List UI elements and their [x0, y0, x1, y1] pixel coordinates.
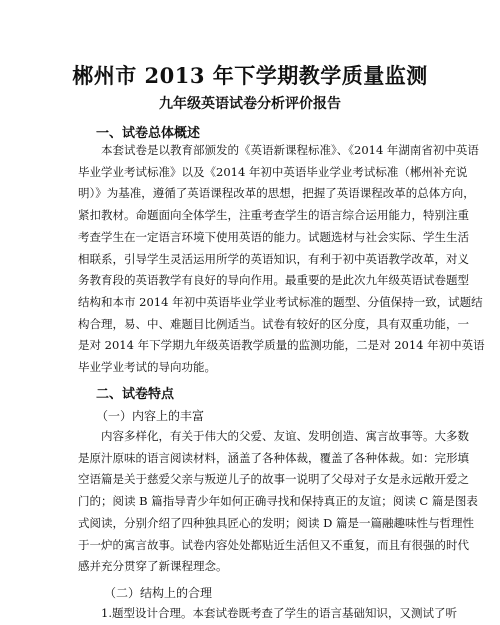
text-line: 门的；阅读 B 篇指导青少年如何正确寻找和保持真正的友谊；阅读 C 篇是图表 — [78, 494, 478, 509]
text-line: 内容多样化，有关于伟大的父爱、友谊、发明创造、寓言故事等。大多数 — [101, 429, 469, 443]
text-line: 式阅读，分别介绍了四种独具匠心的发明；阅读 D 篇是一篇融趣味性与哲理性 — [78, 515, 475, 530]
text-line: 考查学生在一定语言环境下使用英语的能力。试题选材与社会实际、学生生活 — [78, 229, 469, 244]
section-heading-overview: 一、试卷总体概述 — [96, 126, 201, 141]
text-line: 1.题型设计合理。本套试卷既考查了学生的语言基础知识，又测试了听 — [101, 606, 457, 620]
structure-paragraph — [78, 603, 457, 625]
text-line: 是原汁原味的语言阅读材料，涵盖了各种体裁，覆盖了各种体裁。如：完形填 — [78, 450, 469, 465]
text-line: 务教育段的英语教学有良好的导向作用。最重要的是此次九年级英语试卷题型 — [78, 273, 469, 288]
document-subtitle: 九年级英语试卷分析评价报告 — [159, 96, 341, 112]
text-line: 本套试卷是以教育部颁发的《英语新课程标准》、《2014 年湖南省初中英语 — [101, 143, 479, 157]
text-line: 毕业学业考试的导向功能。 — [78, 360, 216, 375]
overview-paragraph — [78, 140, 485, 379]
text-line: 相联系，引导学生灵活运用所学的英语知识，有利于初中英语教学改革，对义 — [78, 251, 469, 266]
section-heading-features: 二、试卷特点 — [96, 387, 175, 402]
text-line: 是对 2014 年下学期九年级英语教学质量的监测功能，二是对 2014 年初中英语 — [78, 338, 485, 353]
text-line: 明）》为基准，遵循了英语课程改革的思想，把握了英语课程改革的总体方向， — [78, 186, 475, 201]
text-line: 于一炉的寓言故事。试卷内容处处都贴近生活但又不重复，而且有很强的时代 — [78, 537, 469, 552]
text-line: 紧扣教材。命题面向全体学生，注重考查学生的语言综合运用能力，特别注重 — [78, 208, 469, 223]
text-line: 构合理，易、中、难题目比例适当。试卷有较好的区分度，具有双重功能，一 — [78, 316, 469, 331]
text-line: 结构和本市 2014 年初中英语毕业学业考试标准的题型、分值保持一致，试题结 — [78, 294, 483, 309]
text-line: 毕业学业考试标准》以及《2014 年初中英语毕业学业考试标准（郴州补充说 — [78, 164, 468, 179]
content-paragraph — [78, 426, 478, 578]
subsection-heading-content: （一）内容上的丰富 — [96, 409, 205, 423]
subsection-heading-structure: （二）结构上的合理 — [104, 586, 213, 600]
document-title: 郴州市 2013 年下学期教学质量监测 — [72, 63, 428, 88]
text-line: 空语篇是关于慈爱父亲与叛逆儿子的故事一说明了父母对子女是永远敞开爱之 — [78, 472, 469, 487]
text-line: 感并充分贯穿了新课程理念。 — [78, 559, 228, 574]
